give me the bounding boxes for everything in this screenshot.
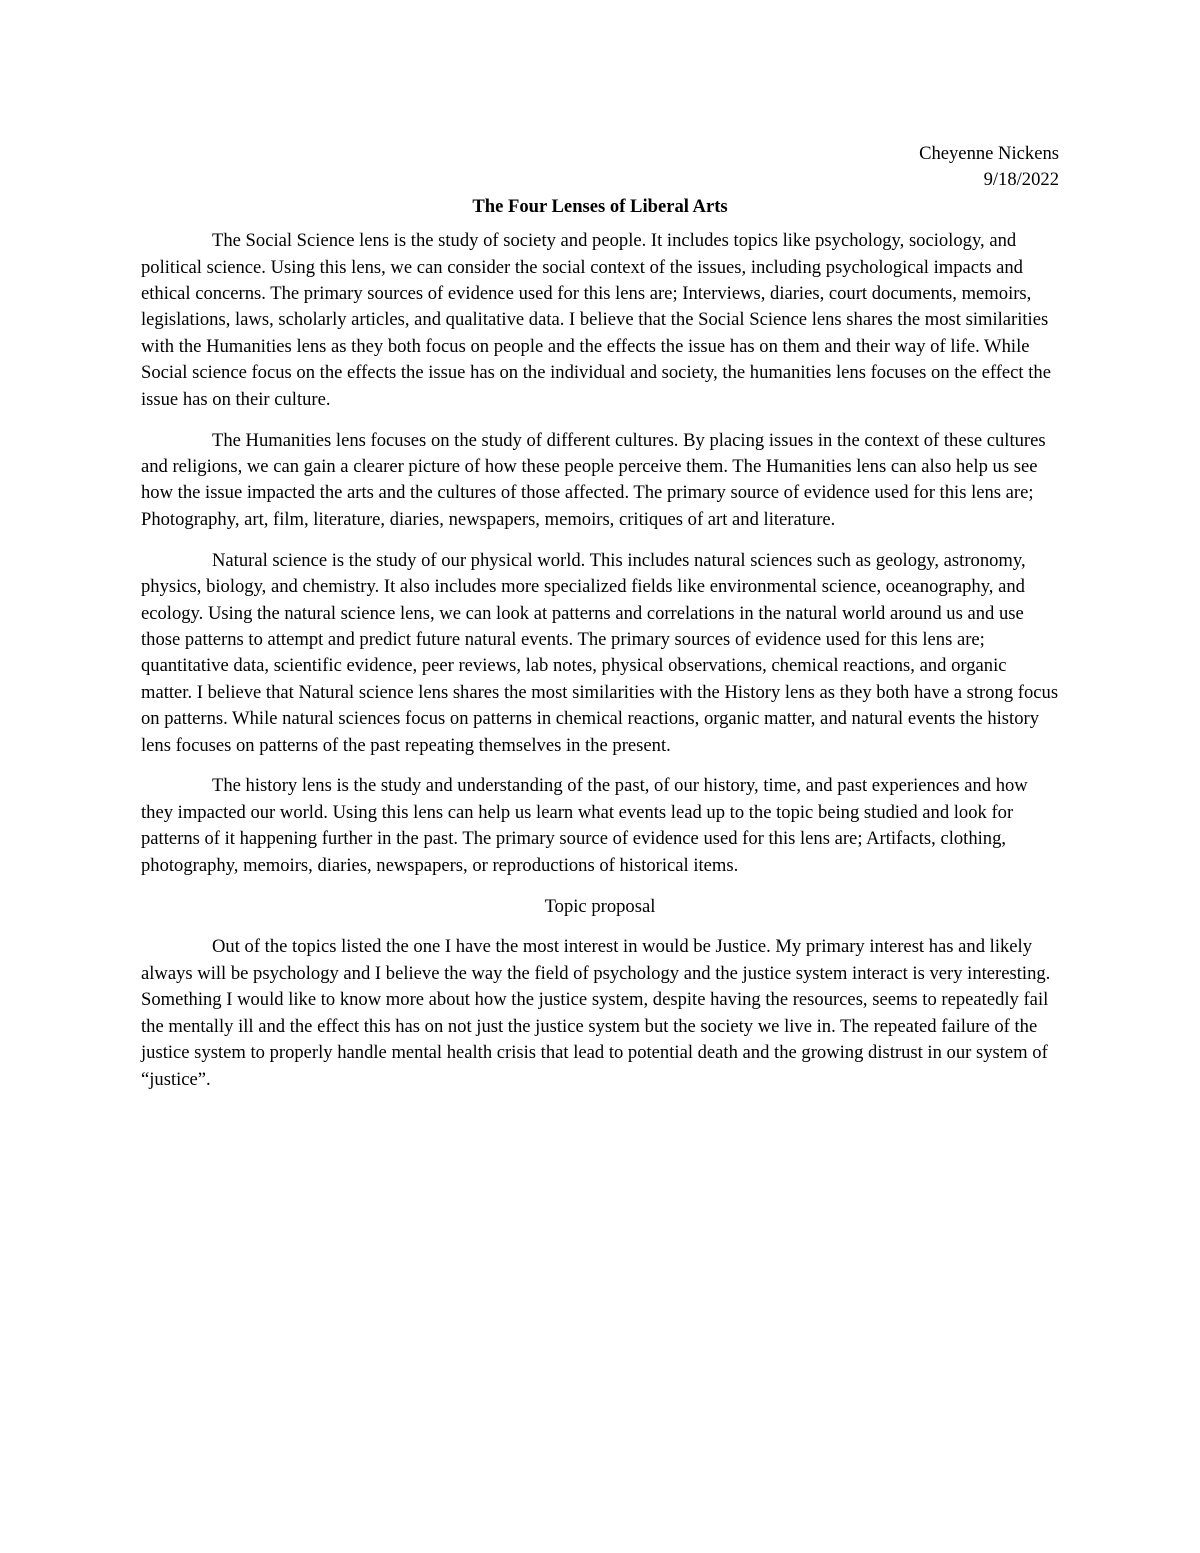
paragraph-humanities: The Humanities lens focuses on the study of different cultures. By placing issues in the context of these cultures and religions, we can gain a clearer picture of how these people perceive them. The Humanities lens can also help us see how the issue impacted the arts and the cultures of those affected. The primary source of evidence used for this lens are; Photography, art, film, literature, diaries, newspapers, memoirs, critiques of art and literature. (141, 429, 1046, 530)
paragraph-history: The history lens is the study and understanding of the past, of our history, time, and past experiences and how they impacted our world. Using this lens can help us learn what events lead up to the topic being studied and look for patterns of it happening further in the past. The primary source of evidence used for this lens are; Artifacts, clothing, photography, memoirs, diaries, newspapers, or reproductions of historical items. (141, 775, 1028, 876)
paragraph-topic-proposal: Out of the topics listed the one I have the most interest in would be Justice. My primary interest has and likely always will be psychology and I believe the way the field of psychology and the justice system interact is very interesting. Something I would like to know more about how the justice system, despite having the resources, seems to repeatedly fail the mentally ill and the effect this has on not just the justice system but the society we live in. The repeated failure of the justice system to properly handle mental health crisis that lead to potential death and the growing distrust in our system of “justice”. (141, 936, 1051, 1090)
author-name: Cheyenne Nickens (919, 143, 1059, 164)
paragraph-natural-science: Natural science is the study of our physical world. This includes natural sciences such as geology, astronomy, physics, biology, and chemistry. It also includes more specialized fields like environmental science, oceanography, and ecology. Using the natural science lens, we can look at patterns and correlations in the natural world around us and use those patterns to attempt and predict future natural events. The primary sources of evidence used for this lens are; quantitative data, scientific evidence, peer reviews, lab notes, physical observations, chemical reactions, and organic matter. I believe that Natural science lens shares the most similarities with the History lens as they both have a strong focus on patterns. While natural sciences focus on patterns in chemical reactions, organic matter, and natural events the history lens focuses on patterns of the past repeating themselves in the present. (141, 549, 1059, 756)
document-body (141, 141, 1059, 1107)
document-title: The Four Lenses of Liberal Arts (472, 195, 728, 217)
paragraph-social-science: The Social Science lens is the study of society and people. It includes topics like psychology, sociology, and political science. Using this lens, we can consider the social context of the issues, including psychological impacts and ethical concerns. The primary sources of evidence used for this lens are; Interviews, diaries, court documents, memoirs, legislations, laws, scholarly articles, and qualitative data. I believe that the Social Science lens shares the most similarities with the Humanities lens as they both focus on people and the effects the issue has on them and their way of life. While Social science focus on the effects the issue has on the individual and society, the humanities lens focuses on the effect the issue has on their culture. (141, 230, 1051, 410)
topic-proposal-heading: Topic proposal (544, 895, 656, 917)
document-date: 9/18/2022 (983, 169, 1059, 191)
author-block (141, 141, 1059, 194)
